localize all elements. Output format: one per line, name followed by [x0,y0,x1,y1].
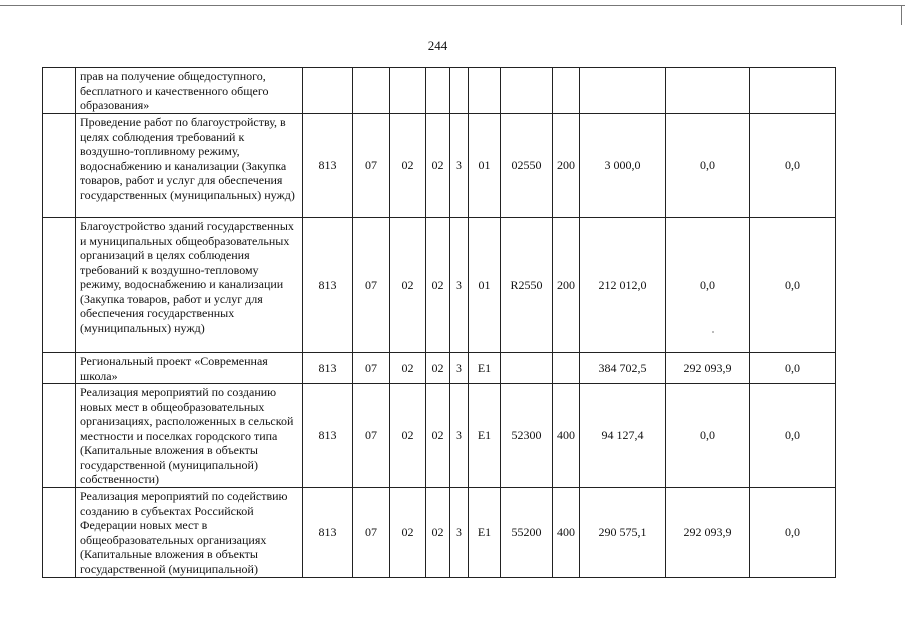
amount-year-3: 0,0 [750,218,836,353]
amount-year-2: 292 093,9 [666,353,750,384]
expense-type-code: 200 [553,114,580,218]
row-description: Реализация мероприятий по созданию новых мест в общеобразовательных организациях, расположенных в сельской местности и поселках городского типа (Капитальные вложения в объекты государственной (муниципальной) собственности) [76,384,303,488]
scan-speck [712,331,714,333]
row-number-cell [43,353,76,384]
table-row [43,384,836,488]
row-description: Благоустройство зданий государственных и муниципальных общеобразовательных организаций в целях соблюдения требований к воздушно-тепловому режиму, водоснабжению и канализации (Закупка товаров, работ и услуг для обеспечения государственных (муниципальных) нужд) [76,218,303,353]
table-row [43,68,836,114]
main-event-code [469,68,501,114]
direction-code: R2550 [501,218,553,353]
ministry-code: 813 [303,353,353,384]
subsection-code: 02 [390,384,426,488]
main-event-code: 01 [469,114,501,218]
row-number-cell [43,218,76,353]
table-row [43,114,836,218]
row-description: Реализация мероприятий по содействию созданию в субъектах Российской Федерации новых мест в общеобразовательных организациях (Капитальные вложения в объекты государственной (муниципальной) [76,488,303,578]
subprogram-code: 3 [450,218,469,353]
main-event-code: E1 [469,353,501,384]
subprogram-code [450,68,469,114]
subsection-code [390,68,426,114]
subsection-code: 02 [390,114,426,218]
amount-year-1: 94 127,4 [580,384,666,488]
row-number-cell [43,68,76,114]
section-code: 07 [353,488,390,578]
amount-year-3 [750,68,836,114]
row-number-cell [43,114,76,218]
direction-code: 02550 [501,114,553,218]
amount-year-1: 3 000,0 [580,114,666,218]
expense-type-code: 200 [553,218,580,353]
ministry-code: 813 [303,488,353,578]
direction-code [501,353,553,384]
main-event-code: 01 [469,218,501,353]
ministry-code: 813 [303,114,353,218]
table-row [43,488,836,578]
program-code: 02 [426,114,450,218]
subsection-code: 02 [390,353,426,384]
expense-type-code: 400 [553,384,580,488]
section-code: 07 [353,114,390,218]
subprogram-code: 3 [450,488,469,578]
expense-type-code: 400 [553,488,580,578]
row-number-cell [43,488,76,578]
subsection-code: 02 [390,488,426,578]
amount-year-3: 0,0 [750,114,836,218]
scan-top-edge [0,5,905,6]
row-description: Проведение работ по благоустройству, в целях соблюдения требований к воздушно-топливному режиму, водоснабжению и канализации (Закупка товаров, работ и услуг для обеспечения государственных (муниципальных) нужд) [76,114,303,218]
row-number-cell [43,384,76,488]
row-description: Региональный проект «Современная школа» [76,353,303,384]
amount-year-2: 0,0 [666,114,750,218]
main-event-code: E1 [469,384,501,488]
ministry-code: 813 [303,384,353,488]
amount-year-2 [666,68,750,114]
row-description: прав на получение общедоступного, бесплатного и качественного общего образования» [76,68,303,114]
amount-year-1: 290 575,1 [580,488,666,578]
amount-year-1: 384 702,5 [580,353,666,384]
section-code [353,68,390,114]
budget-table [42,67,836,578]
table-row [43,353,836,384]
program-code: 02 [426,384,450,488]
scan-right-edge [901,5,902,25]
amount-year-2: 0,0 [666,384,750,488]
subsection-code: 02 [390,218,426,353]
amount-year-3: 0,0 [750,384,836,488]
amount-year-1 [580,68,666,114]
program-code: 02 [426,488,450,578]
amount-year-3: 0,0 [750,488,836,578]
direction-code: 55200 [501,488,553,578]
program-code: 02 [426,218,450,353]
expense-type-code [553,353,580,384]
section-code: 07 [353,384,390,488]
expense-type-code [553,68,580,114]
page-number: 244 [427,38,448,53]
table-row [43,218,836,353]
subprogram-code: 3 [450,384,469,488]
main-event-code: E1 [469,488,501,578]
section-code: 07 [353,353,390,384]
ministry-code: 813 [303,218,353,353]
subprogram-code: 3 [450,114,469,218]
program-code: 02 [426,353,450,384]
amount-year-2: 292 093,9 [666,488,750,578]
amount-year-1: 212 012,0 [580,218,666,353]
subprogram-code: 3 [450,353,469,384]
direction-code: 52300 [501,384,553,488]
direction-code [501,68,553,114]
amount-year-2: 0,0 [666,218,750,353]
amount-year-3: 0,0 [750,353,836,384]
ministry-code [303,68,353,114]
program-code [426,68,450,114]
section-code: 07 [353,218,390,353]
